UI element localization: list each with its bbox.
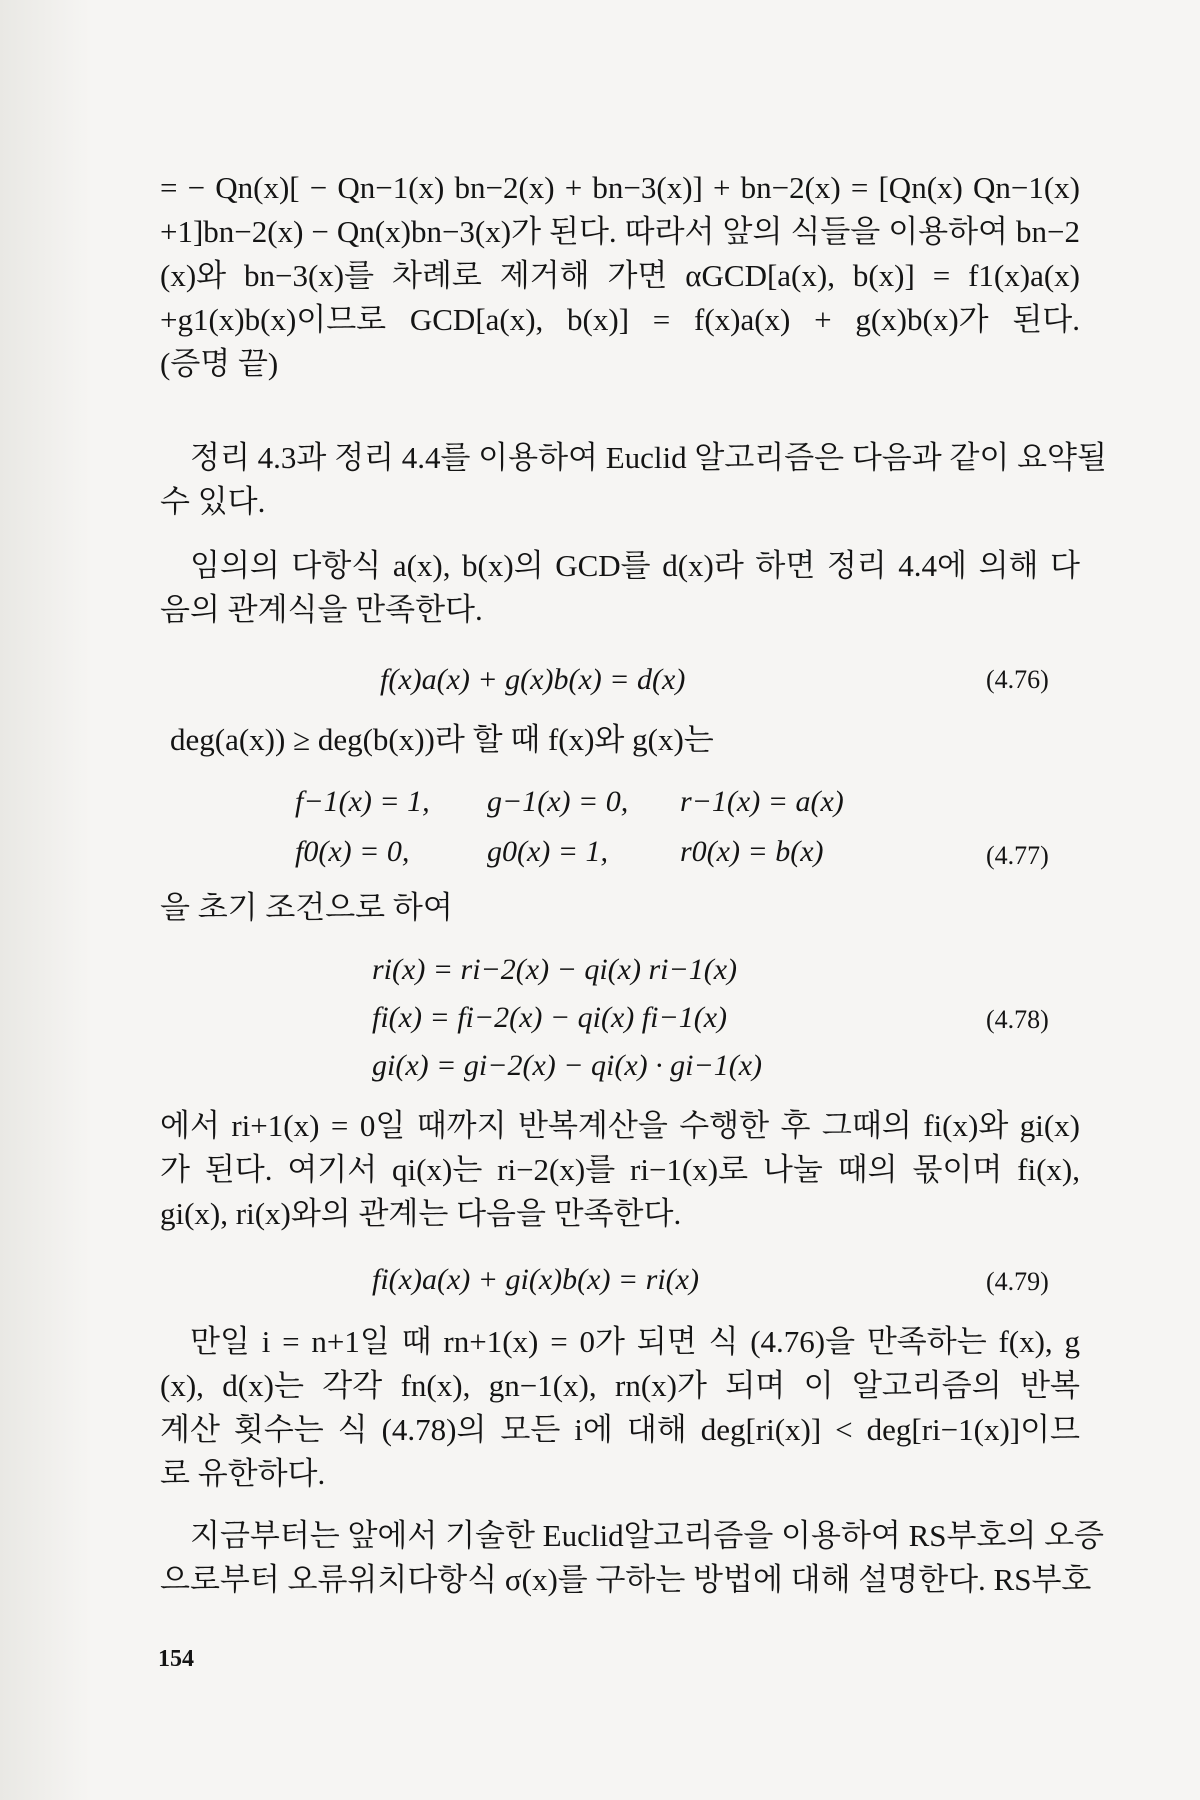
proof-line-4: +g1(x)b(x)이므로 GCD[a(x), b(x)] = f(x)a(x) + g(x)b(x)가 된다. bbox=[160, 302, 1080, 337]
eq-478-f: fi(x) = fi−2(x) − qi(x) fi−1(x) bbox=[372, 1001, 728, 1034]
eq-477-g-minus1: g−1(x) = 0, bbox=[487, 785, 629, 818]
n1-line-3: 계산 횟수는 식 (4.78)의 모든 i에 대해 deg[ri(x)] < deg[ri−1(x)]이므 bbox=[160, 1412, 1080, 1447]
eq-477-r0: r0(x) = b(x) bbox=[680, 835, 824, 868]
proof-line-1: = − Qn(x)[ − Qn−1(x) bn−2(x) + bn−3(x)] + bn−2(x) = [Qn(x) Qn−1(x) bbox=[160, 170, 1080, 205]
n1-line-4: 로 유한하다. bbox=[160, 1456, 326, 1491]
eq-478-g: gi(x) = gi−2(x) − qi(x) · gi−1(x) bbox=[372, 1049, 762, 1082]
eq-477-g0: g0(x) = 1, bbox=[487, 835, 609, 868]
summary-line-1: 정리 4.3과 정리 4.4를 이용하여 Euclid 알고리즘은 다음과 같이 요약될 bbox=[190, 440, 1107, 475]
gcd-line-1: 임의의 다항식 a(x), b(x)의 GCD를 d(x)라 하면 정리 4.4에 의해 다 bbox=[190, 548, 1080, 583]
proof-line-3: (x)와 bn−3(x)를 차례로 제거해 가면 αGCD[a(x), b(x)] = f1(x)a(x) bbox=[160, 258, 1080, 293]
equation-number-4-77: (4.77) bbox=[986, 841, 1049, 870]
n1-line-2: (x), d(x)는 각각 fn(x), gn−1(x), rn(x)가 되며 이 알고리즘의 반복 bbox=[160, 1368, 1080, 1403]
rs-line-2: 으로부터 오류위치다항식 σ(x)를 구하는 방법에 대해 설명한다. RS부호 bbox=[160, 1562, 1092, 1597]
iteration-line-3: gi(x), ri(x)와의 관계는 다음을 만족한다. bbox=[160, 1196, 682, 1231]
proof-line-2: +1]bn−2(x) − Qn(x)bn−3(x)가 된다. 따라서 앞의 식들을 이용하여 bn−2 bbox=[160, 214, 1080, 249]
iteration-line-1: 에서 ri+1(x) = 0일 때까지 반복계산을 수행한 후 그때의 fi(x)와 gi(x) bbox=[160, 1108, 1080, 1143]
rs-line-1: 지금부터는 앞에서 기술한 Euclid알고리즘을 이용하여 RS부호의 오증 bbox=[190, 1518, 1104, 1553]
iteration-line-2: 가 된다. 여기서 qi(x)는 ri−2(x)를 ri−1(x)로 나눌 때의 몫이며 fi(x), bbox=[160, 1152, 1080, 1187]
gcd-line-2: 음의 관계식을 만족한다. bbox=[160, 592, 483, 627]
eq-477-f-minus1: f−1(x) = 1, bbox=[295, 785, 430, 818]
equation-4-79: fi(x)a(x) + gi(x)b(x) = ri(x) bbox=[372, 1263, 699, 1296]
equation-number-4-76: (4.76) bbox=[986, 665, 1049, 694]
degree-condition: deg(a(x)) ≥ deg(b(x))라 할 때 f(x)와 g(x)는 bbox=[170, 722, 714, 757]
equation-4-76: f(x)a(x) + g(x)b(x) = d(x) bbox=[380, 663, 686, 696]
page-number: 154 bbox=[158, 1646, 194, 1672]
eq-477-f0: f0(x) = 0, bbox=[295, 835, 410, 868]
proof-end: (증명 끝) bbox=[160, 346, 279, 381]
equation-number-4-78: (4.78) bbox=[986, 1005, 1049, 1034]
eq-477-r-minus1: r−1(x) = a(x) bbox=[680, 785, 844, 818]
n1-line-1: 만일 i = n+1일 때 rn+1(x) = 0가 되면 식 (4.76)을 만족하는 f(x), g bbox=[190, 1324, 1080, 1359]
initial-condition-text: 을 초기 조건으로 하여 bbox=[160, 890, 453, 925]
equation-number-4-79: (4.79) bbox=[986, 1267, 1049, 1296]
summary-line-2: 수 있다. bbox=[160, 484, 266, 519]
eq-478-r: ri(x) = ri−2(x) − qi(x) ri−1(x) bbox=[372, 953, 738, 986]
